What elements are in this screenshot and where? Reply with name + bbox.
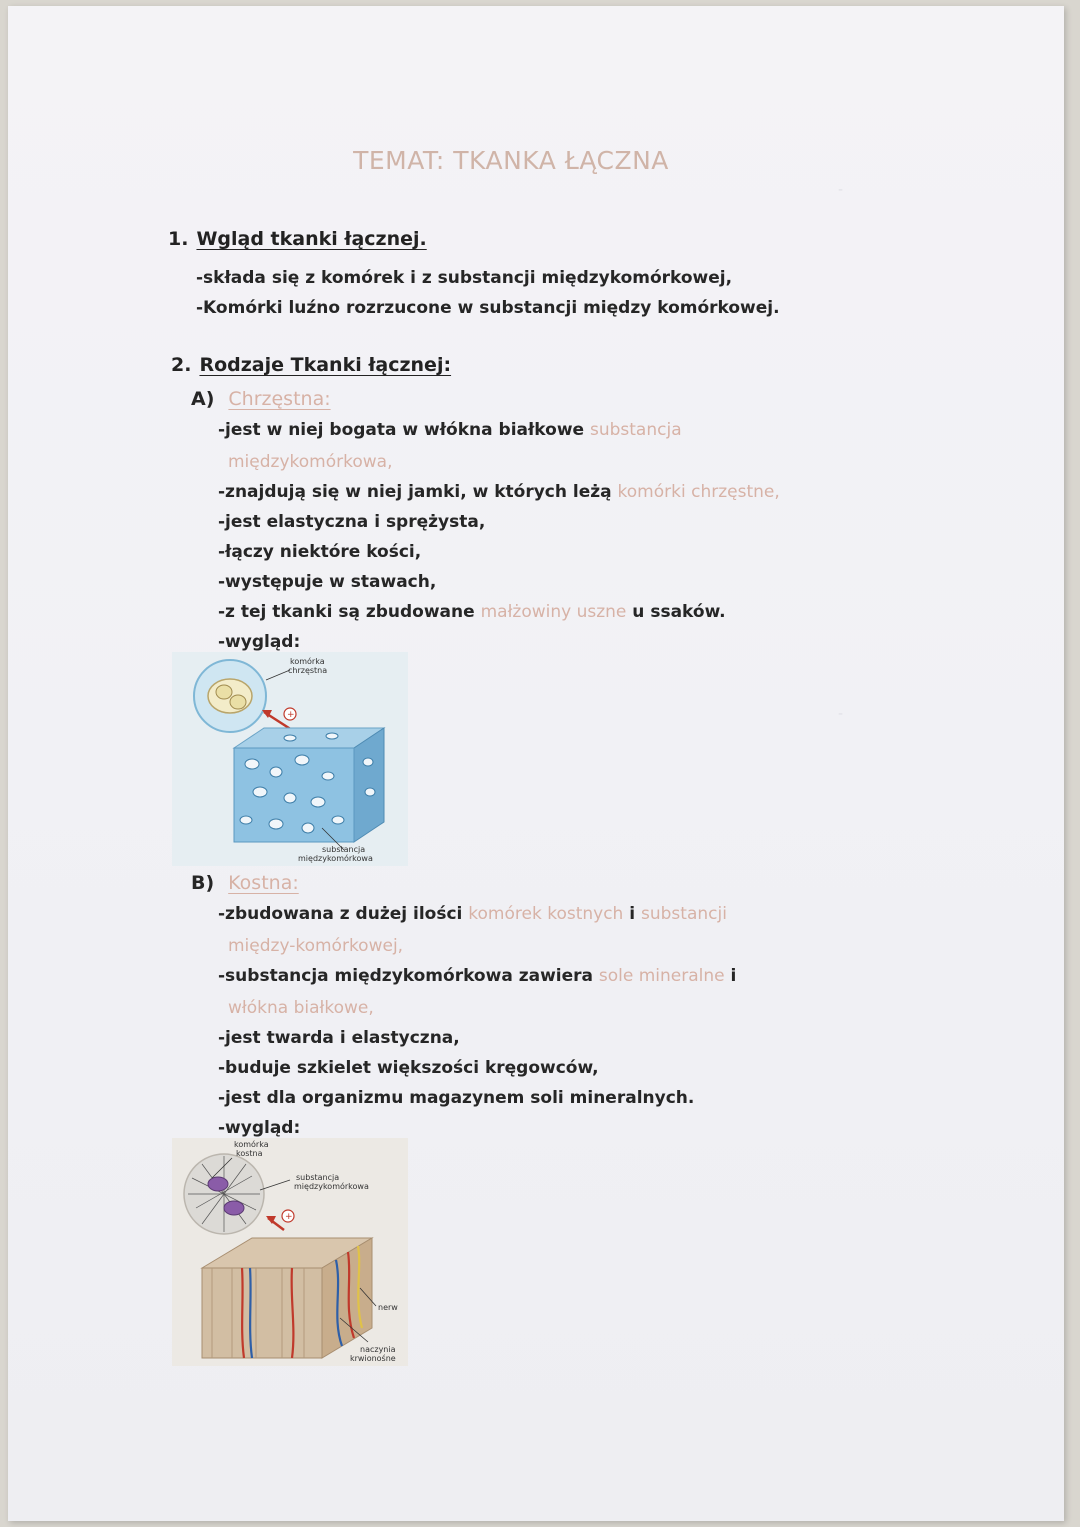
text-line: [228, 936, 403, 956]
highlight-span: między-komórkowej,: [228, 936, 404, 956]
text-span: -substancja międzykomórkowa zawiera: [218, 966, 599, 986]
subsection-letter: A): [191, 388, 215, 410]
text-line: [218, 966, 736, 986]
text-line: -składa się z komórek i z substancji międzykomórkowej,: [196, 268, 733, 288]
subsection-name: Chrzęstna:: [228, 388, 331, 410]
bleed-through-text: -: [838, 706, 844, 722]
figure-label: krwionośne: [350, 1354, 396, 1363]
figure-label: międzykomórkowa: [294, 1182, 369, 1191]
cartilage-figure: [172, 652, 408, 866]
text-line: [228, 998, 374, 1018]
highlight-span: substancja: [589, 420, 682, 440]
section-title: Wgląd tkanki łącznej.: [196, 228, 427, 250]
figure-label: chrzęstna: [288, 666, 328, 675]
text-span: -jest w niej bogata w włókna białkowe: [218, 420, 590, 440]
text-line: -Komórki luźno rozrzucone w substancji między komórkowej.: [196, 298, 780, 318]
highlight-span: włókna białkowe,: [228, 998, 374, 1018]
section-1-heading: [168, 228, 427, 250]
subsection-letter: B): [191, 872, 215, 894]
text-span: i: [623, 904, 641, 924]
text-line: -wygląd:: [218, 1118, 301, 1138]
text-line: [228, 452, 392, 472]
bleed-through-text: -: [838, 182, 844, 198]
text-span: u ssaków.: [626, 602, 726, 622]
text-line: -występuje w stawach,: [218, 572, 437, 592]
figure-label: substancja: [322, 845, 366, 854]
section-number: 1.: [168, 228, 189, 250]
figure-label: nerw: [378, 1303, 398, 1312]
subsection-name: Kostna:: [228, 872, 299, 894]
highlight-span: komórek kostnych: [468, 904, 624, 924]
subsection-a-heading: [191, 388, 331, 410]
figure-label: komórka: [290, 657, 325, 666]
text-span: -znajdują się w niej jamki, w których leżą: [218, 482, 618, 502]
svg-text:+: +: [285, 1212, 293, 1222]
text-line: [218, 904, 727, 924]
highlight-span: komórki chrzęstne,: [617, 482, 780, 502]
svg-text:+: +: [287, 710, 295, 720]
figure-label: międzykomórkowa: [298, 854, 373, 863]
text-line: [218, 420, 682, 440]
figure-label: kostna: [236, 1149, 263, 1158]
bone-figure: [172, 1138, 408, 1366]
text-line: [218, 482, 780, 502]
highlight-span: międzykomórkowa,: [228, 452, 393, 472]
text-span: -z tej tkanki są zbudowane: [218, 602, 481, 622]
text-line: -łączy niektóre kości,: [218, 542, 422, 562]
section-number: 2.: [171, 354, 192, 376]
text-line: [218, 602, 726, 622]
text-span: -zbudowana z dużej ilości: [218, 904, 469, 924]
figure-label: substancja: [296, 1173, 340, 1182]
section-title: Rodzaje Tkanki łącznej:: [199, 354, 452, 376]
highlight-span: sole mineralne: [598, 966, 725, 986]
figure-label: komórka: [234, 1140, 269, 1149]
text-line: -buduje szkielet większości kręgowców,: [218, 1058, 599, 1078]
text-span: i: [724, 966, 737, 986]
page-title: TEMAT: TKANKA ŁĄCZNA: [353, 146, 669, 175]
highlight-span: substancji: [641, 904, 727, 924]
text-line: -jest elastyczna i sprężysta,: [218, 512, 486, 532]
subsection-b-heading: [191, 872, 299, 894]
text-line: -jest twarda i elastyczna,: [218, 1028, 460, 1048]
paper-sheet: [8, 6, 1064, 1521]
bone-illustration: [172, 1138, 408, 1366]
cartilage-illustration: [172, 652, 408, 866]
text-line: -jest dla organizmu magazynem soli mineralnych.: [218, 1088, 695, 1108]
highlight-span: małżowiny uszne: [480, 602, 627, 622]
section-2-heading: [171, 354, 451, 376]
figure-label: naczynia: [360, 1345, 396, 1354]
text-line: -wygląd:: [218, 632, 301, 652]
